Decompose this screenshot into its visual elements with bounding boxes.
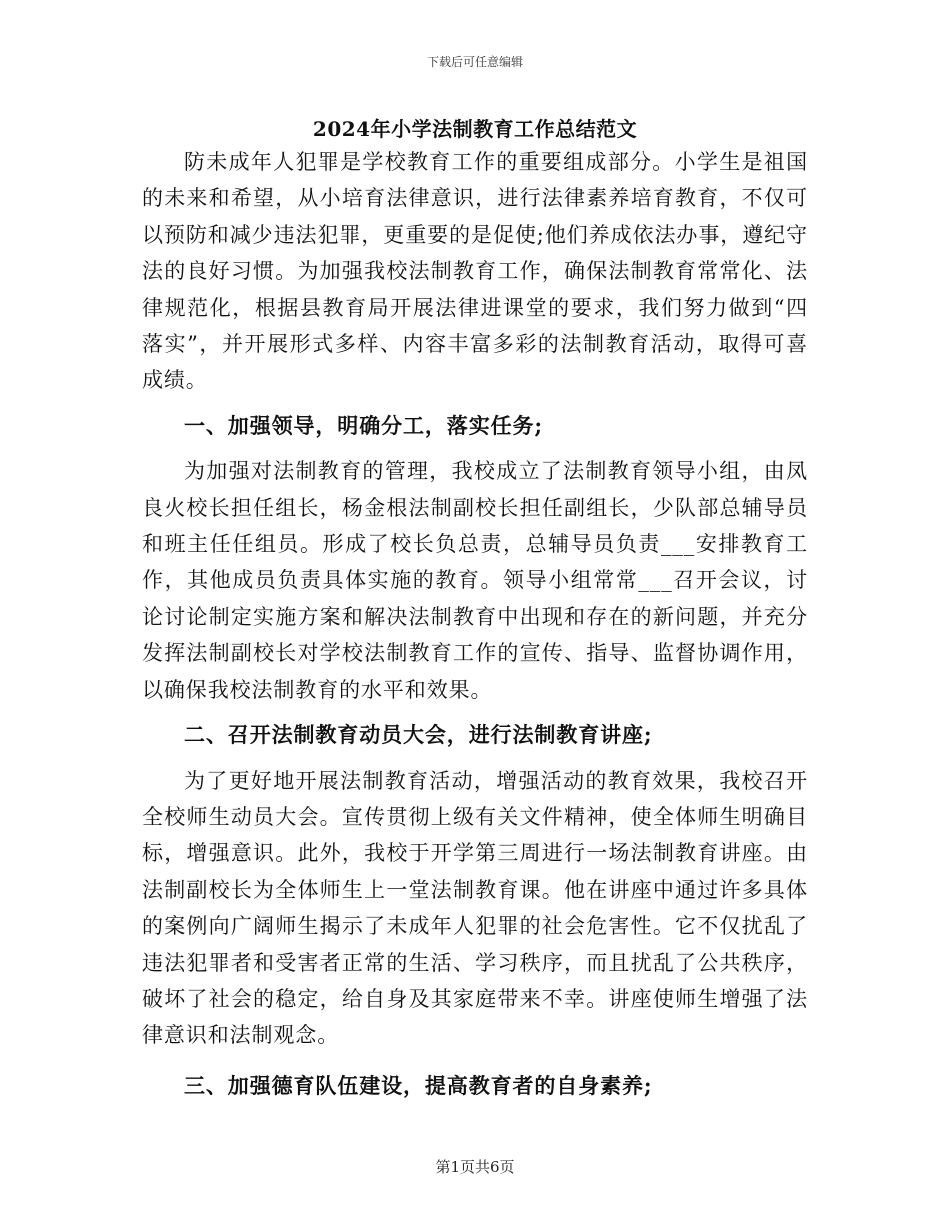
document-title: 2024年小学法制教育工作总结范文 <box>312 117 638 141</box>
intro-paragraph: 防未成年人犯罪是学校教育工作的重要组成部分。小学生是祖国的未来和希望，从小培育法律意识，进行法律素养培育教育，不仅可以预防和减少违法犯罪，更重要的是促使;他们养成依法办事，遵纪守法的良好习惯。为加强我校法制教育工作，确保法制教育常常化、法律规范化，根据县教育局开展法律进课堂的要求，我们努力做到“四落实”，并开展形式多样、内容丰富多彩的法制教育活动，取得可喜成绩。 <box>142 150 808 393</box>
page-number: 第1页共6页 <box>435 1158 515 1176</box>
section-3-heading: 三、加强德育队伍建设，提高教育者的自身素养; <box>184 1072 653 1098</box>
section-1-paragraph: 为加强对法制教育的管理，我校成立了法制教育领导小组，由凤良火校长担任组长，杨金根法制副校长担任副组长，少队部总辅导员和班主任任组员。形成了校长负总责，总辅导员负责___安排教育工作，其他成员负责具体实施的教育。领导小组常常___召开会议，讨论讨论制定实施方案和解决法制教育中出现和存在的新问题，并充分发挥法制副校长对学校法制教育工作的宣传、指导、监督协调作用，以确保我校法制教育的水平和效果。 <box>142 459 808 702</box>
section-2-paragraph: 为了更好地开展法制教育活动，增强活动的教育效果，我校召开全校师生动员大会。宣传贯彻上级有关文件精神，使全体师生明确目标，增强意识。此外，我校于开学第三周进行一场法制教育讲座。由法制副校长为全体师生上一堂法制教育课。他在讲座中通过许多具体的案例向广阔师生揭示了未成年人犯罪的社会危害性。它不仅扰乱了违法犯罪者和受害者正常的生活、学习秩序，而且扰乱了公共秩序，破坏了社会的稳定，给自身及其家庭带来不幸。讲座使师生增强了法律意识和法制观念。 <box>142 768 808 1048</box>
header-note: 下载后可任意编辑 <box>426 55 523 69</box>
section-2-heading: 二、召开法制教育动员大会，进行法制教育讲座; <box>184 722 653 748</box>
section-1-heading: 一、加强领导，明确分工，落实任务; <box>184 412 544 438</box>
document-body <box>142 144 808 1104</box>
